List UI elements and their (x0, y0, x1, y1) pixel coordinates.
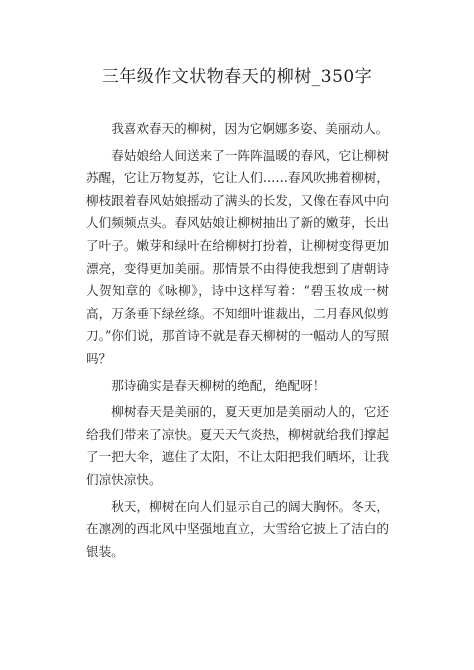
document-title: 三年级作文状物春天的柳树_350字 (101, 67, 373, 87)
document-body (86, 118, 389, 567)
paragraph-3: 那诗确实是春天柳树的绝配，绝配呀！ (111, 377, 326, 393)
paragraph-2: 春姑娘给人间送来了一阵阵温暖的春风，它让柳树苏醒，它让万物复苏，它让人们……春风吹拂着柳树，柳枝跟着春风姑娘摇动了满头的长发，又像在春风中向人们频频点头。春风姑娘让柳树抽出了新的嫩芽，长出了叶子。嫩芽和绿叶在给柳树打扮着，让柳树变得更加漂亮，变得更加美丽。那情景不由得使我想到了唐朝诗人贺知章的《咏柳》，诗中这样写着：“碧玉妆成一树高，万条垂下绿丝绦。不知细叶谁裁出，二月春风似剪刀。”你们说，那首诗不就是春天柳树的一幅动人的写照吗？ (86, 147, 389, 366)
paragraph-4: 柳树春天是美丽的，夏天更加是美丽动人的，它还给我们带来了凉快。夏天天气炎热，柳树就给我们撑起了一把大伞，遮住了太阳，不让太阳把我们晒坏，让我们凉快凉快。 (86, 404, 389, 487)
paragraph-5: 秋天，柳树在向人们显示自己的阔大胸怀。冬天，在凛冽的西北风中坚强地直立，大雪给它披上了洁白的银装。 (86, 498, 389, 559)
paragraph-1: 我喜欢春天的柳树，因为它婀娜多姿、美丽动人。 (111, 121, 389, 136)
